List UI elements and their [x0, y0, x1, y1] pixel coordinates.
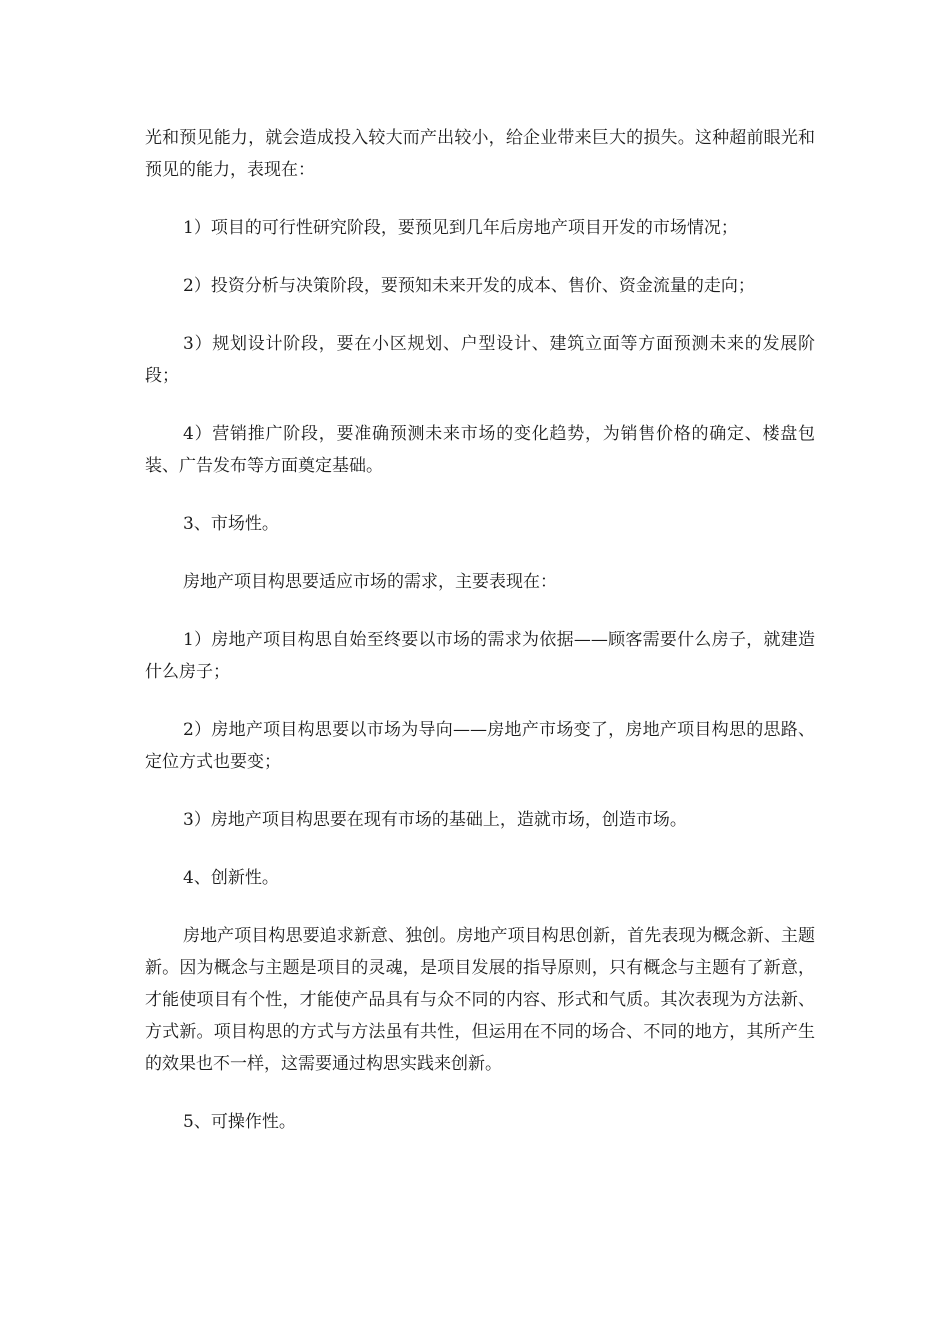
document-body	[145, 122, 815, 1164]
section-heading-market: 3、市场性。	[183, 514, 279, 534]
paragraph-list-item-2: 2）投资分析与决策阶段，要预知未来开发的成本、售价、资金流量的走向；	[183, 276, 755, 296]
paragraph-market-item-2: 2）房地产项目构思要以市场为导向——房地产市场变了，房地产项目构思的思路、定位方式也要变；	[145, 720, 815, 772]
paragraph-market-item-1: 1）房地产项目构思自始至终要以市场的需求为依据——顾客需要什么房子，就建造什么房子；	[145, 630, 815, 682]
paragraph-market-item-3: 3）房地产项目构思要在现有市场的基础上，造就市场，创造市场。	[183, 810, 687, 830]
paragraph-list-item-4: 4）营销推广阶段，要准确预测未来市场的变化趋势，为销售价格的确定、楼盘包装、广告发布等方面奠定基础。	[145, 424, 815, 476]
section-heading-innovation: 4、创新性。	[183, 868, 279, 888]
paragraph-innovation: 房地产项目构思要追求新意、独创。房地产项目构思创新，首先表现为概念新、主题新。因为概念与主题是项目的灵魂，是项目发展的指导原则，只有概念与主题有了新意，才能使项目有个性，才能使产品具有与众不同的内容、形式和气质。其次表现为方法新、方式新。项目构思的方式与方法虽有共性，但运用在不同的场合、不同的地方，其所产生的效果也不一样，这需要通过构思实践来创新。	[145, 926, 815, 1074]
paragraph-continuation: 光和预见能力，就会造成投入较大而产出较小，给企业带来巨大的损失。这种超前眼光和预见的能力，表现在：	[145, 128, 815, 180]
section-heading-operability: 5、可操作性。	[183, 1112, 296, 1132]
paragraph-market-intro: 房地产项目构思要适应市场的需求，主要表现在：	[183, 572, 557, 592]
paragraph-list-item-1: 1）项目的可行性研究阶段，要预见到几年后房地产项目开发的市场情况；	[183, 218, 738, 238]
paragraph-list-item-3: 3）规划设计阶段，要在小区规划、户型设计、建筑立面等方面预测未来的发展阶段；	[145, 334, 815, 386]
